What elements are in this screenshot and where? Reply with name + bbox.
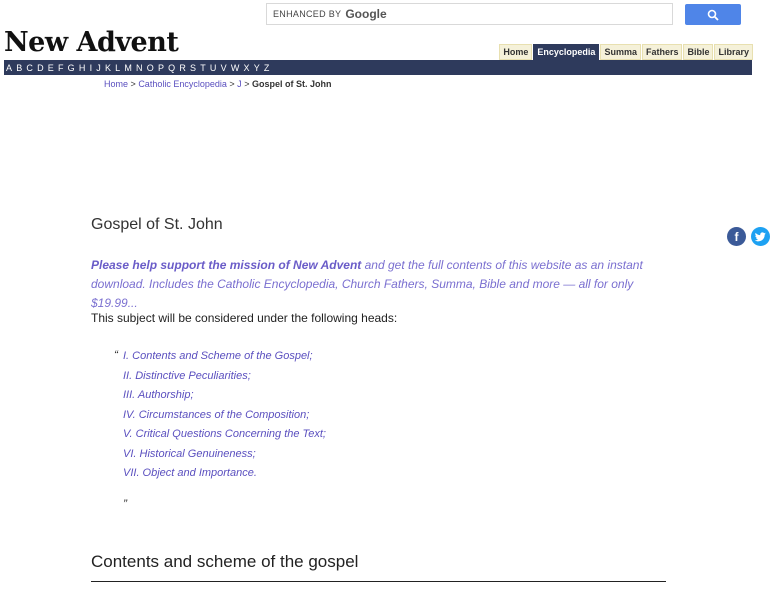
google-logo: Google [345,7,387,21]
breadcrumb-separator: > [229,79,235,89]
section-divider [91,581,666,582]
head-link-7[interactable]: VII. Object and Importance. [123,467,257,479]
alphabet-letter-x[interactable]: X [243,62,250,73]
head-link-1[interactable]: I. Contents and Scheme of the Gospel; [123,350,313,362]
alphabet-letter-v[interactable]: V [220,62,227,73]
alphabet-letter-j[interactable]: J [96,62,101,73]
search-enhanced-label: ENHANCED BY [273,9,342,19]
alphabet-letter-a[interactable]: A [6,62,13,73]
alphabet-letter-e[interactable]: E [47,62,54,73]
facebook-share-icon[interactable]: f [727,227,746,246]
alphabet-letter-s[interactable]: S [190,62,197,73]
alphabet-letter-p[interactable]: P [157,62,164,73]
section-heading: Contents and scheme of the gospel [91,552,359,571]
alphabet-letter-d[interactable]: D [37,62,44,73]
alphabet-letter-t[interactable]: T [200,62,206,73]
support-link[interactable]: Please help support the mission of New Advent [91,258,362,272]
quote-open-mark: “ [114,348,118,362]
alphabet-letter-y[interactable]: Y [253,62,260,73]
head-link-5[interactable]: V. Critical Questions Concerning the Text; [123,428,326,440]
nav-fathers[interactable]: Fathers [642,44,683,60]
nav-encyclopedia[interactable]: Encyclopedia [533,44,599,60]
alphabet-letter-q[interactable]: Q [168,62,176,73]
nav-home[interactable]: Home [499,44,532,60]
site-logo[interactable]: New Advent [4,27,179,58]
breadcrumb-separator: > [130,79,136,89]
breadcrumb-letter[interactable]: J [237,79,242,89]
intro-text: This subject will be considered under the following heads: [91,311,398,325]
nav-bible[interactable]: Bible [683,44,713,60]
breadcrumb [104,79,331,89]
heads-list [123,347,326,484]
breadcrumb-current: Gospel of St. John [251,79,332,89]
alphabet-bar [4,60,752,75]
search-box[interactable] [266,3,673,25]
promo-text: and get the full contents of this website as an instant download. Includes the Catholic Encyclopedia, Church Fathers, Summa, Bible and more — all for only $19.99... [91,258,643,310]
alphabet-letter-k[interactable]: K [104,62,111,73]
nav-library[interactable]: Library [714,44,753,60]
alphabet-letter-h[interactable]: H [78,62,86,73]
alphabet-letter-w[interactable]: W [230,62,240,73]
search-icon [707,9,719,21]
alphabet-letter-z[interactable]: Z [263,62,270,73]
search-input[interactable] [387,4,672,24]
alphabet-letter-f[interactable]: F [57,62,64,73]
alphabet-letter-c[interactable]: C [26,62,33,73]
twitter-share-icon[interactable] [751,227,770,246]
alphabet-letter-r[interactable]: R [179,62,186,73]
alphabet-letter-m[interactable]: M [124,62,132,73]
nav-summa[interactable]: Summa [600,44,641,60]
twitter-bird-icon [755,232,766,242]
head-link-6[interactable]: VI. Historical Genuineness; [123,447,256,460]
head-link-4[interactable]: IV. Circumstances of the Composition; [123,408,310,421]
top-nav [499,44,753,60]
alphabet-letter-o[interactable]: O [146,62,154,73]
support-promo [91,256,666,313]
alphabet-letter-i[interactable]: I [89,62,93,73]
page-title: Gospel of St. John [91,216,223,233]
alphabet-letter-b[interactable]: B [16,62,23,73]
head-link-3[interactable]: III. Authorship; [123,389,194,401]
alphabet-letter-l[interactable]: L [115,62,121,73]
alphabet-letter-u[interactable]: U [209,62,217,73]
quote-close-mark: ” [123,497,127,511]
breadcrumb-home[interactable]: Home [104,79,129,89]
head-link-2[interactable]: II. Distinctive Peculiarities; [123,369,251,382]
alphabet-letter-n[interactable]: N [136,62,143,73]
alphabet-letter-g[interactable]: G [67,62,75,73]
search-button[interactable] [685,4,741,25]
breadcrumb-encyclopedia[interactable]: Catholic Encyclopedia [138,79,227,89]
breadcrumb-separator: > [244,79,250,89]
